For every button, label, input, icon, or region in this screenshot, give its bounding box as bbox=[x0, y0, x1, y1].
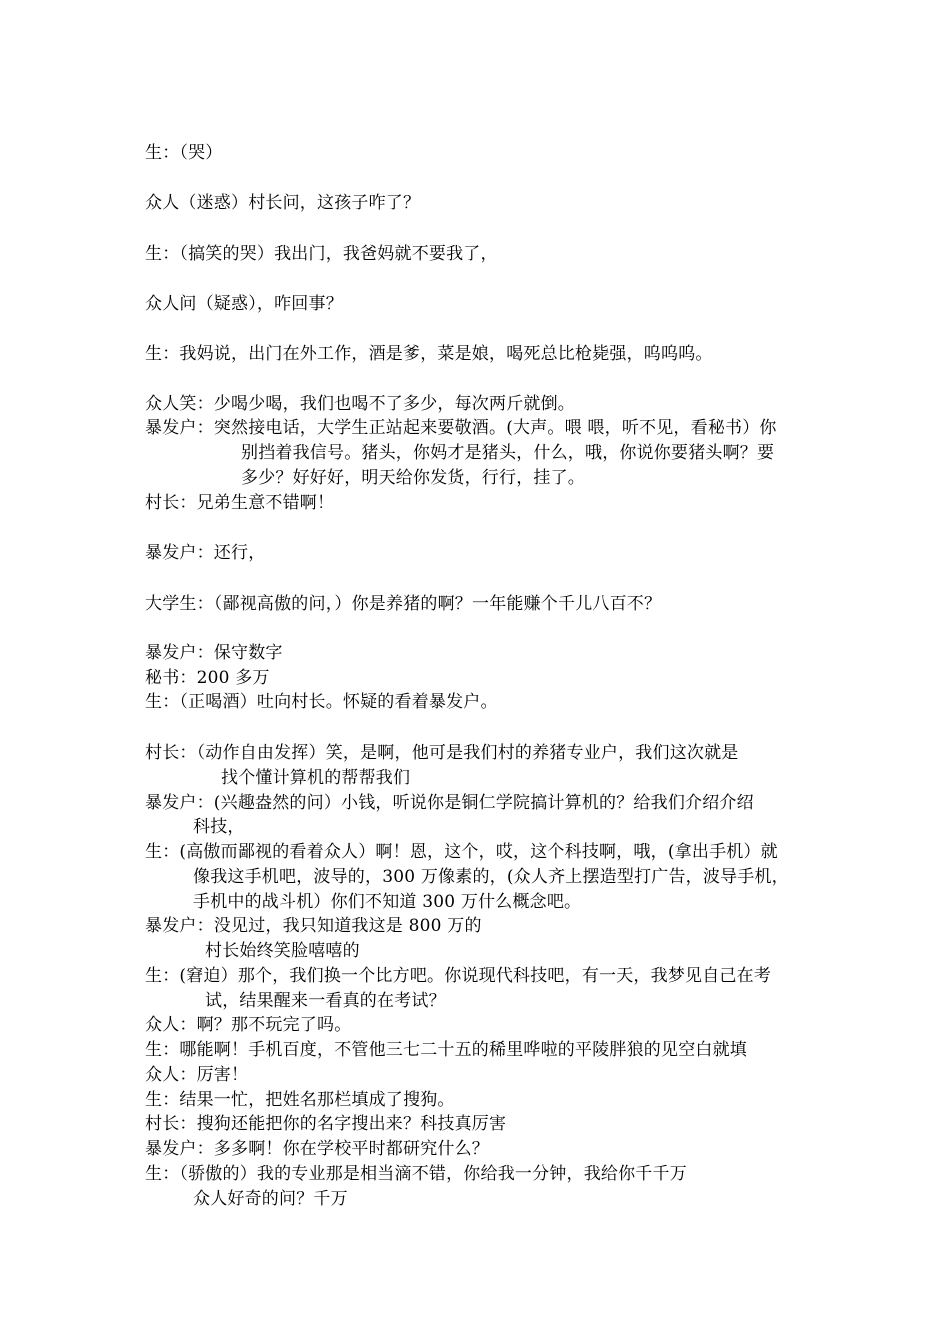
script-line: 村长始终笑脸嘻嘻的 bbox=[205, 941, 360, 961]
script-line: 生：结果一忙，把姓名那栏填成了搜狗。 bbox=[145, 1090, 455, 1110]
script-line: 暴发户：没见过，我只知道我这是 800 万的 bbox=[145, 916, 482, 936]
script-line: 生：我妈说，出门在外工作，酒是爹，菜是娘，喝死总比枪毙强，呜呜呜。 bbox=[145, 344, 713, 364]
script-line: 暴发户：保守数字 bbox=[145, 643, 283, 663]
script-line: 大学生：（鄙视高傲的问，）你是养猪的啊？一年能赚个千儿八百不？ bbox=[145, 594, 662, 614]
script-line: 多少？好好好，明天给你发货，行行，挂了。 bbox=[241, 468, 585, 488]
script-line: 生：（正喝酒）吐向村长。怀疑的看着暴发户。 bbox=[145, 692, 498, 712]
script-line: 村长：兄弟生意不错啊！ bbox=[145, 493, 335, 513]
script-line: 生：(窘迫）那个，我们换一个比方吧。你说现代科技吧，有一天，我梦见自己在考 bbox=[145, 966, 772, 986]
script-line: 找个懂计算机的帮帮我们 bbox=[221, 768, 411, 788]
script-line: 秘书：200 多万 bbox=[145, 668, 270, 688]
script-line: 村长：搜狗还能把你的名字搜出来？科技真厉害 bbox=[145, 1114, 507, 1134]
script-line: 生：（哭） bbox=[145, 143, 223, 163]
script-line: 别挡着我信号。猪头，你妈才是猪头，什么，哦，你说你要猪头啊？要 bbox=[241, 443, 775, 463]
script-line: 众人（迷惑）村长问，这孩子咋了？ bbox=[145, 193, 421, 213]
script-line: 众人笑：少喝少喝，我们也喝不了多少，每次两斤就倒。 bbox=[145, 394, 575, 414]
script-line: 众人好奇的问？千万 bbox=[193, 1189, 348, 1209]
script-line: 生：（骄傲的）我的专业那是相当滴不错，你给我一分钟，我给你千千万 bbox=[145, 1164, 687, 1184]
script-line: 暴发户：(兴趣盎然的问）小钱，听说你是铜仁学院搞计算机的？给我们介绍介绍 bbox=[145, 793, 754, 813]
script-line: 暴发户：多多啊！你在学校平时都研究什么？ bbox=[145, 1139, 489, 1159]
script-line: 试，结果醒来一看真的在考试？ bbox=[205, 991, 446, 1011]
script-line: 众人：啊？那不玩完了吗。 bbox=[145, 1015, 352, 1035]
script-line: 科技， bbox=[193, 817, 245, 837]
script-line: 生：（搞笑的哭）我出门，我爸妈就不要我了， bbox=[145, 244, 498, 264]
script-line: 像我这手机吧，波导的，300 万像素的，(众人齐上摆造型打广告，波导手机， bbox=[193, 867, 789, 887]
script-line: 生：(高傲而鄙视的看着众人）啊！恩，这个，哎，这个科技啊，哦，(拿出手机）就 bbox=[145, 842, 778, 862]
script-line: 暴发户：还行， bbox=[145, 543, 266, 563]
script-line: 众人问（疑惑），咋回事？ bbox=[145, 294, 343, 314]
script-line: 村长：（动作自由发挥）笑，是啊，他可是我们村的养猪专业户，我们这次就是 bbox=[145, 743, 739, 763]
script-line: 生：哪能啊！手机百度，不管他三七二十五的稀里哗啦的平陵胖狼的见空白就填 bbox=[145, 1040, 747, 1060]
script-line: 手机中的战斗机）你们不知道 300 万什么概念吧。 bbox=[193, 892, 582, 912]
script-line: 众人：厉害！ bbox=[145, 1065, 249, 1085]
script-line: 暴发户：突然接电话，大学生正站起来要敬酒。(大声。喂 喂，听不见，看秘书）你 bbox=[145, 418, 777, 438]
